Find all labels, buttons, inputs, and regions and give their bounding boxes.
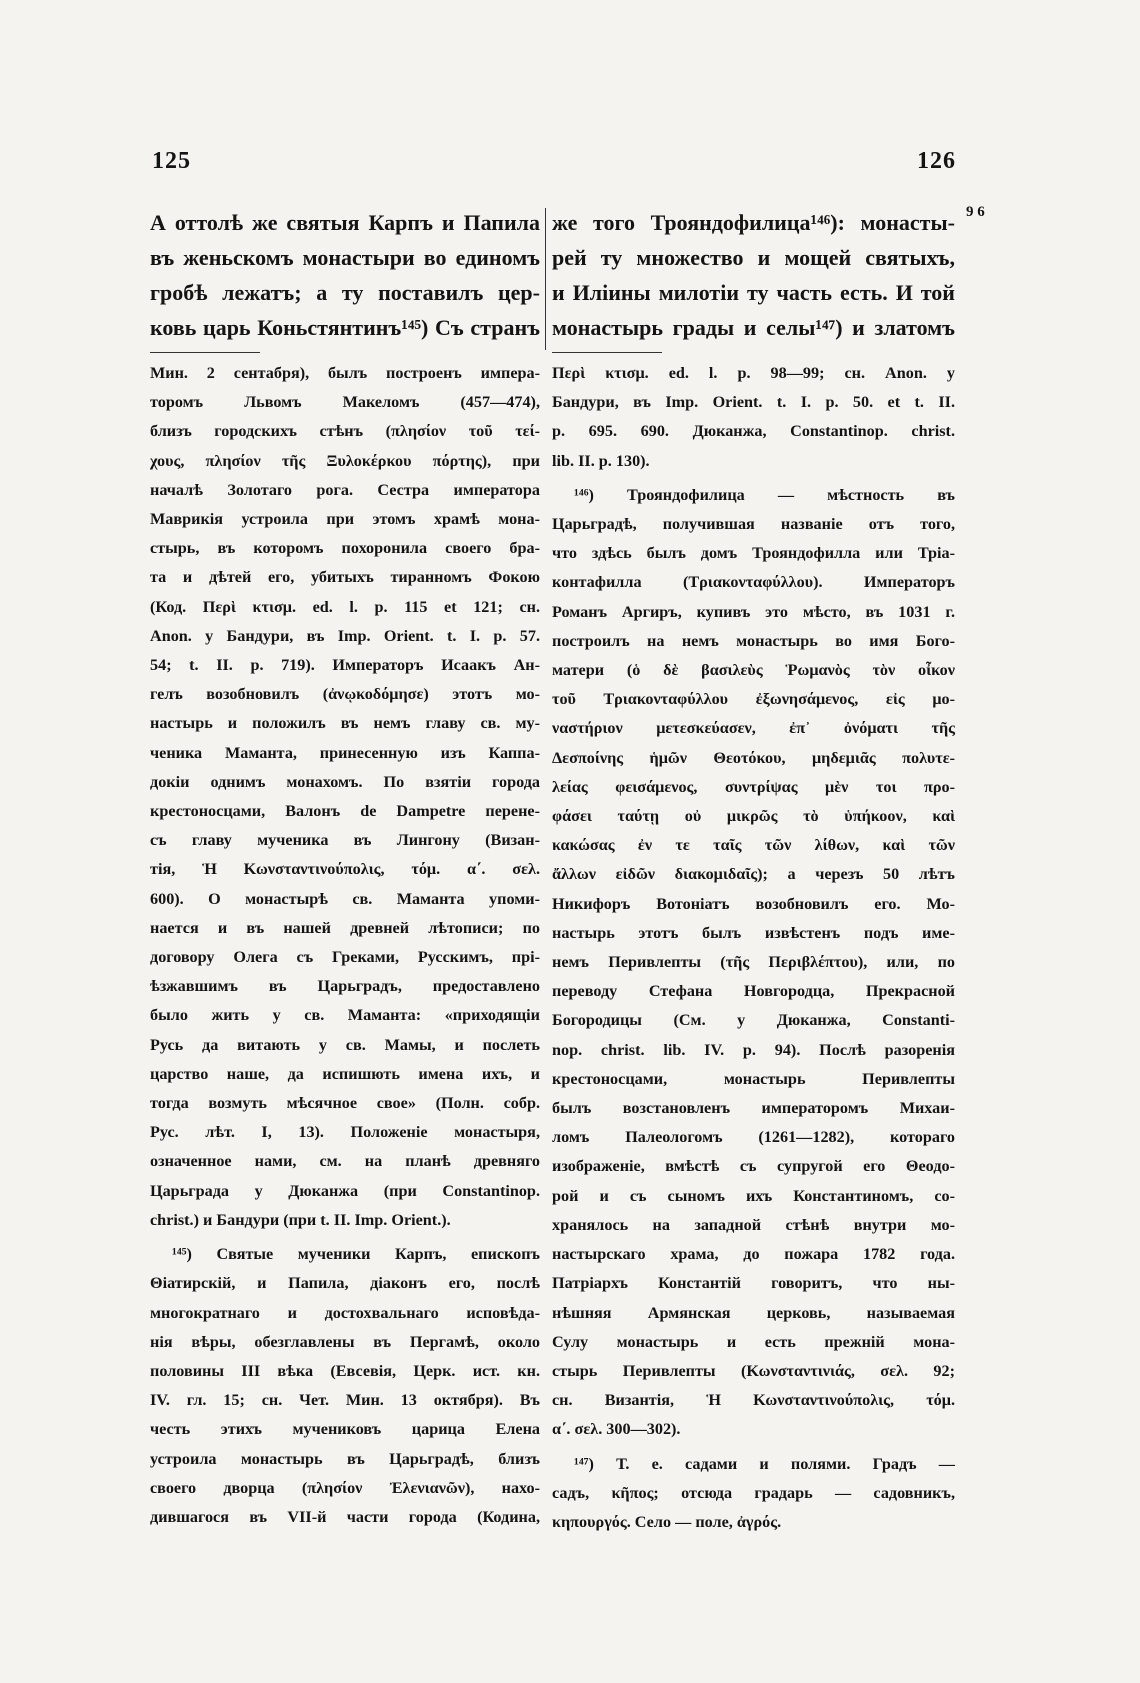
main-text-line: и Иліины милотіи ту часть есть. И той (552, 280, 955, 305)
footnote-line: означенное нами, см. на планѣ древняго (150, 1152, 540, 1171)
left-column (150, 205, 540, 1532)
footnote-line: устроила монастырь въ Царьградѣ, близъ (150, 1449, 540, 1468)
footnote-line: гелъ возобновилъ (ἀνῳκοδόμησε) этотъ мо- (150, 685, 540, 704)
footnote-line: Anon. у Бандури, въ Imp. Orient. t. I. p. 57. (150, 626, 540, 645)
footnote-line: Романъ Аргиръ, купивъ это мѣсто, въ 1031 г. (552, 602, 955, 621)
footnote-line: α΄. σελ. 300—302). (552, 1420, 681, 1439)
page-number-right: 126 (917, 148, 956, 174)
footnote-line: φάσει ταύτῃ οὐ μικρῶς τὸ ὑπήκοον, καὶ (552, 807, 955, 826)
footnote-line: (Код. Περὶ κτισμ. ed. l. p. 115 et 121; сн. (150, 597, 540, 616)
footnote-line: нѣшняя Армянская церковь, называемая (552, 1303, 955, 1322)
footnote-line: стырь Перивлепты (Κωνσταντινιάς, σελ. 92; (552, 1361, 955, 1380)
footnote-line: нается и въ нашей древней лѣтописи; по (150, 918, 540, 937)
footnote-line: Περὶ κτισμ. ed. l. p. 98—99; сн. Anon. у (552, 364, 955, 382)
footnote-line: nop. christ. lib. IV. p. 94). Послѣ разоренія (552, 1040, 955, 1059)
footnote-line: κακώσας ἐν τε ταῖς τῶν λίθων, καὶ τῶν (552, 836, 955, 855)
footnote-146 (552, 481, 955, 1445)
footnote-line: Русь да витають у св. Мамы, и послеть (150, 1035, 540, 1054)
footnote-line: Царьграда у Дюканжа (при Constantinop. (150, 1181, 540, 1200)
footnote-line: изображеніе, вмѣстѣ съ супругой его Θеодо- (552, 1157, 955, 1176)
footnote-line: настырь этотъ былъ извѣстенъ подъ име- (552, 923, 955, 942)
footnote-line: Маврикія устроила при этомъ храмѣ мона- (150, 510, 540, 529)
footnote-line: докіи однимъ монахомъ. По взятіи города (150, 772, 540, 791)
footnote-line: ченика Маманта, принесенную изъ Каппа- (150, 743, 540, 762)
footnote-line: IV. гл. 15; сн. Чет. Мин. 13 октября). Въ (150, 1391, 540, 1410)
footnote-line: близъ городскихъ стѣнъ (πλησίον τοῦ τεί- (150, 422, 540, 441)
footnote-line: торомъ Львомъ Макеломъ (457—474), (150, 393, 540, 412)
footnote-line: Θіатирскій, и Папила, діаконъ его, послѣ (150, 1274, 540, 1293)
footnote-line: настырскаго храма, до пожара 1782 года. (552, 1245, 955, 1264)
main-text-left (150, 205, 540, 345)
footnote-line: p. 695. 690. Дюканжа, Constantinop. christ. (552, 422, 955, 441)
footnote-separator (150, 352, 260, 353)
footnote-line: что здѣсь былъ домъ Трояндофилла или Тріа- (552, 544, 955, 563)
footnote-line: тогда возмуть мѣсячное свое» (Полн. собр. (150, 1094, 540, 1113)
footnote-line: сн. Византія, Ἡ Κωνσταντινούπολις, τόμ. (552, 1391, 955, 1410)
footnote-line: Патріархъ Константій говоритъ, что ны- (552, 1274, 955, 1293)
footnote-line: ναστήριον μετεσκεύασεν, ἐπ᾽ ὀνόματι τῆς (552, 719, 955, 738)
footnote-line: хранялось на западной стѣнѣ внутри мо- (552, 1215, 955, 1234)
footnote-line: λείας φεισάμενος, συντρίψας μὲν τοι προ- (552, 777, 955, 796)
footnote-block (150, 359, 540, 1235)
footnote-line: половины III вѣка (Евсевія, Церк. ист. кн. (150, 1361, 540, 1380)
footnote-145 (150, 1240, 540, 1532)
footnote-line: настырь и положилъ въ немъ главу св. му- (150, 714, 540, 733)
main-text-line: же того Трояндофилица¹⁴⁶): монасты- (552, 210, 955, 235)
footnote-line: былъ возстановленъ императоромъ Михаи- (552, 1099, 955, 1118)
main-text-line: А оттолѣ же святыя Карпъ и Папила (150, 210, 540, 235)
footnote-block (552, 359, 955, 476)
footnote-line: тія, Ἡ Κωνσταντινούπολις, τόμ. α΄. σελ. (150, 860, 540, 879)
footnote-line: ѣзжавшимъ въ Царьградъ, предоставлено (150, 977, 540, 996)
main-text-line: въ женьскомъ монастыри во единомъ (150, 245, 540, 270)
main-text-right (552, 205, 955, 345)
footnote-line: τοῦ Τριακονταφύλλου ἐξωνησάμενος, εἰς μο- (552, 690, 955, 709)
footnote-line: построилъ на немъ монастырь во имя Бого- (552, 631, 955, 650)
right-column (552, 205, 955, 1537)
footnote-line: Бандури, въ Imp. Orient. t. I. p. 50. et t. II. (552, 393, 955, 412)
footnote-line: ¹⁴⁷) Т. е. садами и полями. Градъ — (574, 1454, 955, 1473)
footnote-line: дившагося въ VII-й части города (Кодина, (150, 1507, 540, 1526)
footnote-line: съ главу мученика въ Лингону (Визан- (150, 831, 540, 850)
footnote-line: Сулу монастырь и есть прежній мона- (552, 1332, 955, 1351)
margin-note: 9 6 (966, 204, 985, 220)
footnote-line: крестоносцами, Валонъ de Dampetre перене- (150, 802, 540, 821)
footnote-line: многократнаго и достохвальнаго исповѣда- (150, 1303, 540, 1322)
footnote-line: Рус. лѣт. I, 13). Положеніе монастыря, (150, 1123, 540, 1142)
footnote-line: договору Олега съ Греками, Русскимъ, прі- (150, 948, 540, 967)
footnote-line: нія вѣры, обезглавлены въ Пергамѣ, около (150, 1332, 540, 1351)
footnote-line: крестоносцами, монастырь Перивлепты (552, 1069, 955, 1088)
footnote-line: матери (ὁ δὲ βασιλεὺς Ῥωμανὸς τὸν οἶκον (552, 661, 955, 680)
footnote-line: christ.) и Бандури (при t. II. Imp. Orient.). (150, 1210, 451, 1229)
footnote-line: контафилла (Τριακονταφύλλου). Императоръ (552, 573, 955, 592)
footnote-line: Никифоръ Вотоніатъ возобновилъ его. Мо- (552, 894, 955, 913)
footnote-line: ἄλλων εἰδῶν διακομιδαῖς); а черезъ 50 лѣтъ (552, 865, 955, 884)
footnote-line: своего дворца (πλησίον Ἐλενιανῶν), нахо- (150, 1478, 540, 1497)
footnote-147 (552, 1450, 955, 1538)
footnote-line: 600). О монастырѣ св. Маманта упоми- (150, 889, 540, 908)
footnote-line: Мин. 2 сентабря), былъ построенъ импера- (150, 364, 540, 382)
main-text-line: гробѣ лежатъ; а ту поставилъ цер- (150, 280, 540, 305)
footnote-separator (552, 352, 662, 353)
footnote-line: lib. II. p. 130). (552, 451, 650, 470)
page-number-left: 125 (152, 148, 191, 174)
main-text-line: рей ту множество и мощей святыхъ, (552, 245, 955, 270)
footnote-line: 54; t. II. p. 719). Императоръ Исаакъ Ан- (150, 656, 540, 675)
footnote-line: садъ, κῆπος; отсюда градарь — садовникъ, (552, 1483, 955, 1502)
main-text-line: ковь царь Коньстянтинъ¹⁴⁵) Съ странъ (150, 315, 540, 340)
footnote-line: Богородицы (См. у Дюканжа, Constanti- (552, 1011, 955, 1030)
footnote-line: честь этихъ мучениковъ царица Елена (150, 1420, 540, 1439)
footnote-line: χους, πλησίον τῆς Ξυλοκέρκου πόρτης), при (150, 451, 540, 470)
footnote-line: ¹⁴⁶) Трояндофилица — мѣстность въ (574, 485, 955, 504)
footnote-line: немъ Перивлепты (τῆς Περιβλέπτου), или, по (552, 953, 955, 972)
footnote-line: Царьградѣ, получившая названіе отъ того, (552, 515, 955, 534)
footnote-line: царство наше, да испишють имена ихъ, и (150, 1064, 540, 1083)
footnote-line: было жить у св. Маманта: «приходящіи (150, 1006, 540, 1025)
footnote-line: ломъ Палеологомъ (1261—1282), котораго (552, 1128, 955, 1147)
footnote-line: ¹⁴⁵) Святые мученики Карпъ, епископъ (172, 1245, 540, 1264)
footnote-line: началѣ Золотаго рога. Сестра императора (150, 480, 540, 499)
footnote-line: рой и съ сыномъ ихъ Константиномъ, со- (552, 1186, 955, 1205)
footnote-line: Δεσποίνης ἡμῶν Θεοτόκου, μηδεμιᾶς πολυτε- (552, 748, 955, 767)
footnote-line: переводу Стефана Новгородца, Прекрасной (552, 982, 955, 1001)
footnote-line: стырь, въ которомъ похоронила своего бра- (150, 539, 540, 558)
footnote-line: та и дѣтей его, убитыхъ тиранномъ Фокою (150, 568, 540, 587)
main-text-line: монастырь грады и селы¹⁴⁷) и златомъ (552, 315, 955, 340)
column-divider (545, 208, 546, 350)
footnote-line: κηπουργός. Село — поле, ἀγρός. (552, 1512, 782, 1531)
